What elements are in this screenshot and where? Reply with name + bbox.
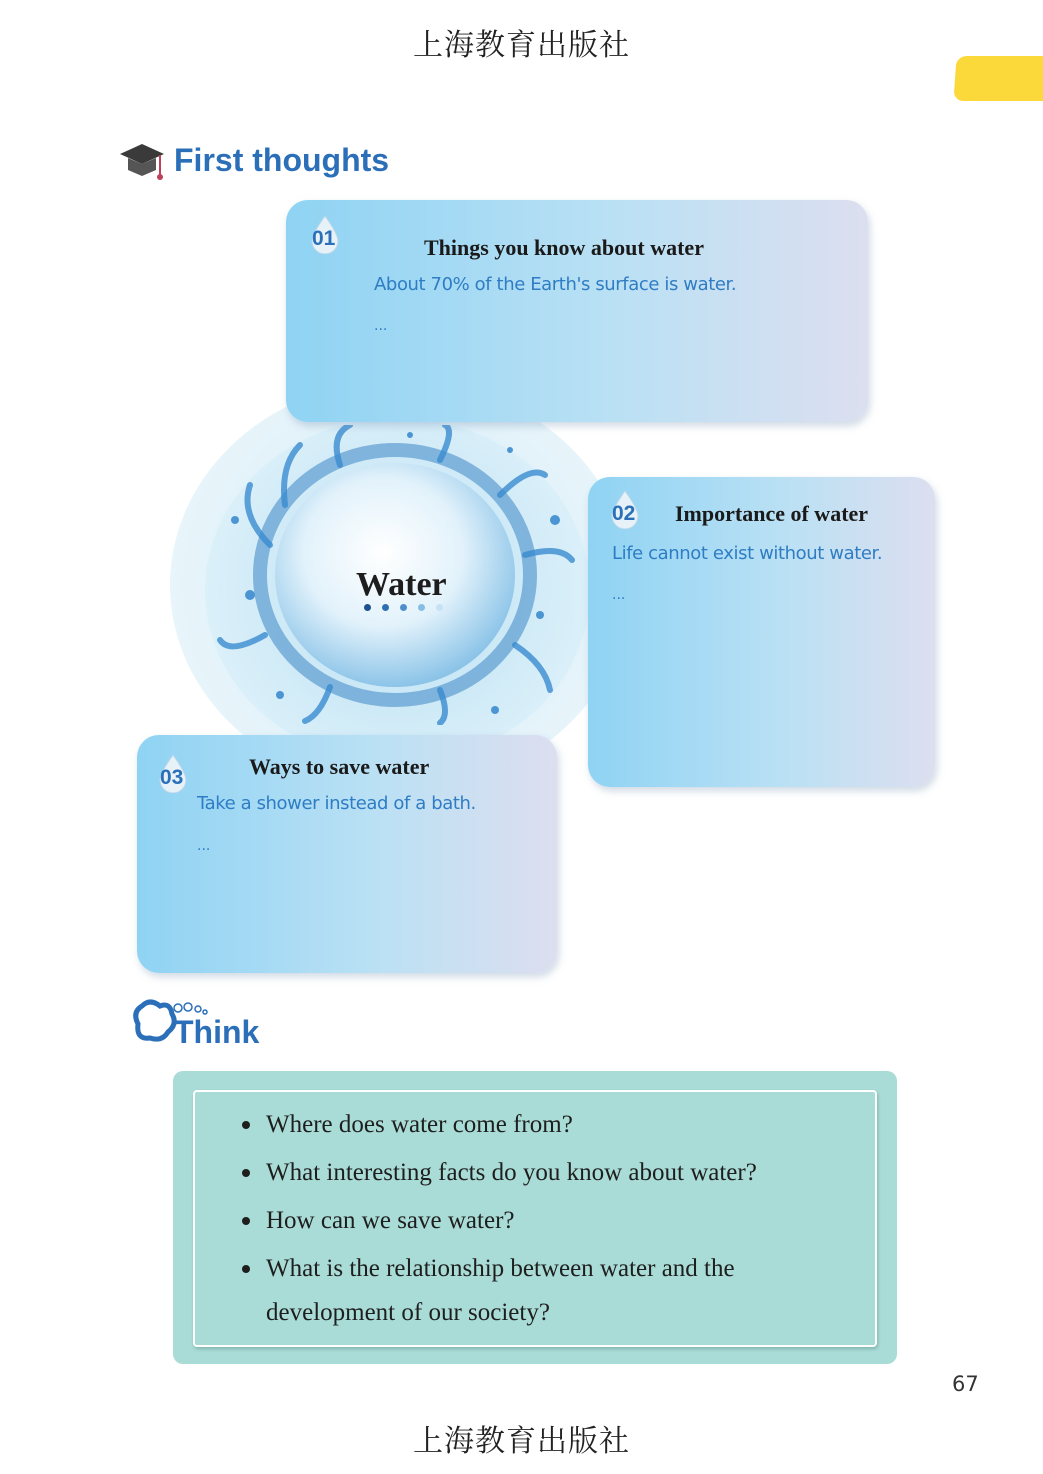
card-ellipsis: ... [612,587,626,603]
center-dot [364,604,371,611]
think-question: How can we save water? [240,1199,860,1243]
card-text: Take a shower instead of a bath. [197,793,476,814]
think-question: Where does water come from? [240,1103,860,1147]
first-thoughts-heading [116,136,389,184]
think-title: Think [174,1014,260,1050]
first-thoughts-title: First thoughts [174,141,390,178]
card-text: Life cannot exist without water. [612,543,883,564]
center-water-label: Water [356,566,447,603]
center-dot [436,604,443,611]
card-number: 02 [612,502,636,525]
center-dot [400,604,407,611]
page-number: 67 [952,1372,979,1396]
center-dots [364,604,443,611]
graduation-cap-icon [116,136,166,184]
card-importance [588,477,935,787]
card-title: Importance of water [675,501,869,526]
card-things-you-know [286,200,868,422]
card-ellipsis: ... [374,318,388,334]
think-question-list [240,1103,860,1339]
think-question: What interesting facts do you know about water? [240,1151,860,1195]
card-ellipsis: ... [197,838,211,854]
publisher-header: 上海教育出版社 [413,28,630,63]
card-title: Things you know about water [424,235,704,260]
card-number: 03 [160,766,184,789]
publisher-footer: 上海教育出版社 [413,1424,630,1459]
chapter-tab-marker [953,56,1043,101]
card-number: 01 [312,227,336,250]
center-dot [382,604,389,611]
card-title: Ways to save water [249,754,430,779]
card-ways-to-save [137,735,557,973]
think-question: What is the relationship between water and the development of our society? [240,1247,860,1335]
center-dot [418,604,425,611]
card-text: About 70% of the Earth's surface is water. [374,274,737,295]
